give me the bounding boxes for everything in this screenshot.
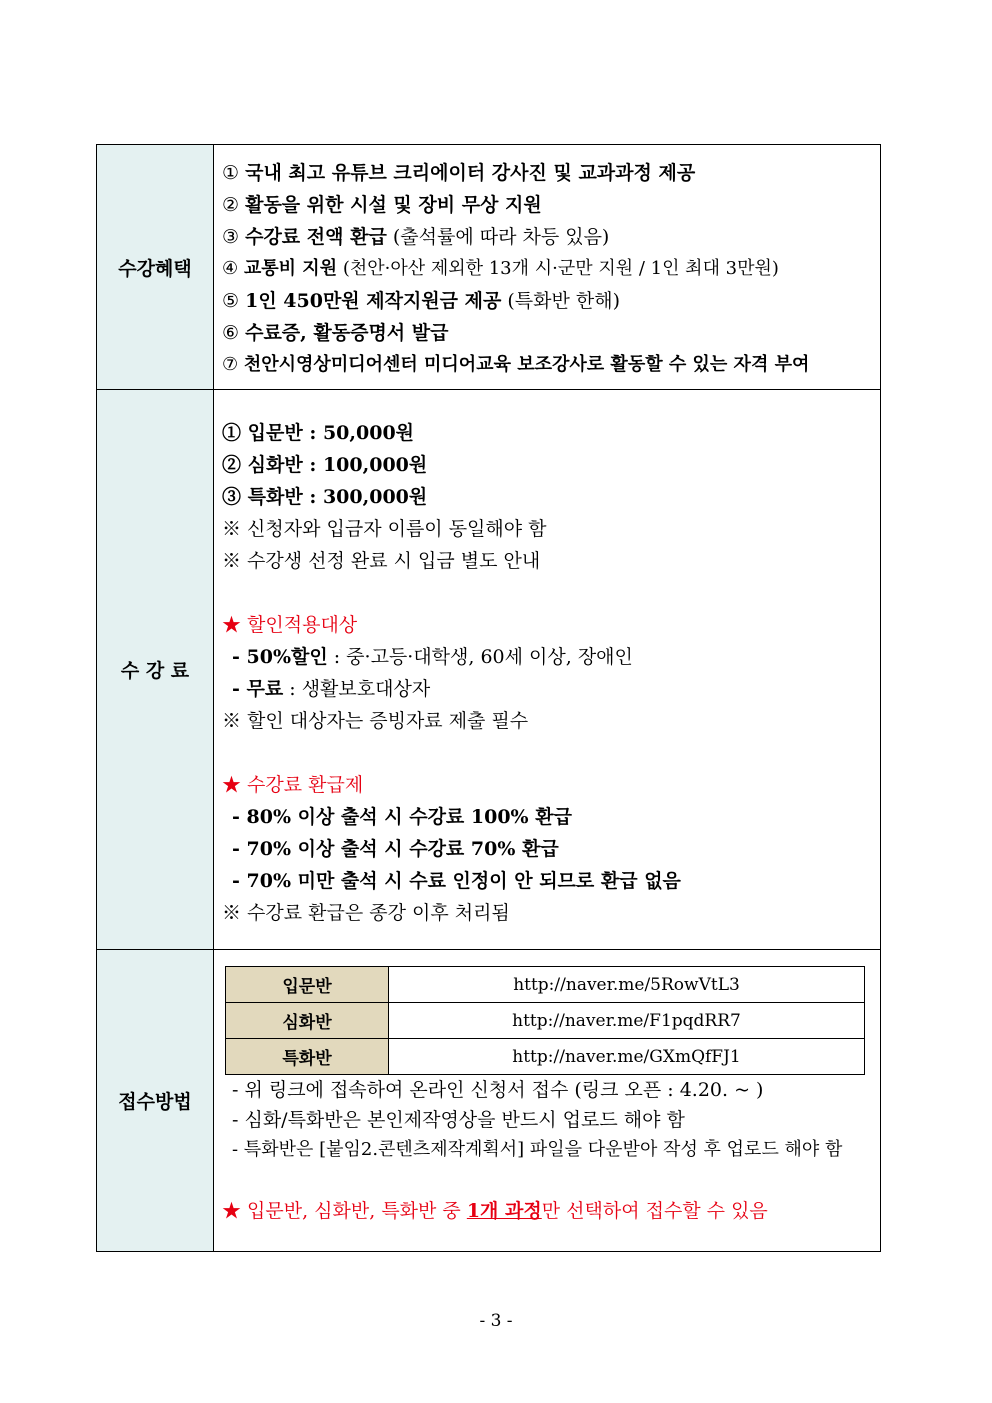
discount-item: - 무료 : 생활보호대상자	[232, 677, 431, 700]
benefit-item: ④ 교통비 지원 (천안·아산 제외한 13개 시·군만 지원 / 1인 최대 3만원)	[222, 257, 779, 279]
apply-instruction: - 특화반은 [붙임2.콘텐츠제작계획서] 파일을 다운받아 작성 후 업로드 해야 함	[232, 1139, 843, 1160]
benefit-item: ② 활동을 위한 시설 및 장비 무상 지원	[222, 193, 542, 216]
page-number: - 3 -	[479, 1311, 513, 1331]
fee-note: ※ 신청자와 입금자 이름이 동일해야 함	[222, 517, 547, 540]
refund-item: - 70% 이상 출석 시 수강료 70% 환급	[232, 837, 559, 860]
benefits-row	[97, 145, 881, 390]
link-table	[225, 966, 865, 1075]
refund-title: ★ 수강료 환급제	[222, 773, 364, 796]
apply-content	[214, 950, 881, 1252]
discount-item: - 50%할인 : 중·고등·대학생, 60세 이상, 장애인	[232, 645, 633, 668]
link-row	[226, 1039, 865, 1075]
apply-label: 접수방법	[97, 950, 214, 1252]
link-url[interactable]: http://naver.me/F1pqdRR7	[389, 1003, 865, 1039]
fee-note: ※ 수강생 선정 완료 시 입금 별도 안내	[222, 549, 541, 572]
apply-instruction: - 심화/특화반은 본인제작영상을 반드시 업로드 해야 함	[232, 1109, 685, 1131]
discount-title: ★ 할인적용대상	[222, 613, 358, 636]
fees-content	[214, 390, 881, 950]
fees-row	[97, 390, 881, 950]
apply-notice-emphasis: 1개 과정	[466, 1200, 542, 1222]
link-row	[226, 967, 865, 1003]
link-course-name: 입문반	[226, 967, 389, 1003]
benefits-label: 수강혜택	[97, 145, 214, 390]
apply-instruction: - 위 링크에 접속하여 온라인 신청서 접수 (링크 오픈 : 4.20. ~ )	[232, 1079, 764, 1101]
course-info-table	[96, 144, 881, 1252]
benefit-item: ⑤ 1인 450만원 제작지원금 제공 (특화반 한해)	[222, 289, 621, 312]
link-url[interactable]: http://naver.me/5RowVtL3	[389, 967, 865, 1003]
apply-notice: ★ 입문반, 심화반, 특화반 중 1개 과정만 선택하여 접수할 수 있음	[222, 1200, 768, 1222]
apply-row	[97, 950, 881, 1252]
link-course-name: 심화반	[226, 1003, 389, 1039]
fee-item: ① 입문반 : 50,000원	[222, 421, 415, 444]
benefit-item: ③ 수강료 전액 환급 (출석률에 따라 차등 있음)	[222, 225, 610, 248]
benefit-item: ① 국내 최고 유튜브 크리에이터 강사진 및 교과과정 제공	[222, 161, 696, 184]
link-row	[226, 1003, 865, 1039]
fees-label: 수 강 료	[97, 390, 214, 950]
refund-item: - 70% 미만 출석 시 수료 인정이 안 되므로 환급 없음	[232, 869, 681, 892]
link-course-name: 특화반	[226, 1039, 389, 1075]
fee-item: ② 심화반 : 100,000원	[222, 453, 428, 476]
benefit-item: ⑥ 수료증, 활동증명서 발급	[222, 321, 449, 344]
discount-note: ※ 할인 대상자는 증빙자료 제출 필수	[222, 709, 529, 732]
refund-item: - 80% 이상 출석 시 수강료 100% 환급	[232, 805, 572, 828]
benefit-item: ⑦ 천안시영상미디어센터 미디어교육 보조강사로 활동할 수 있는 자격 부여	[222, 353, 810, 375]
fee-item: ③ 특화반 : 300,000원	[222, 485, 428, 508]
benefits-content	[214, 145, 881, 390]
link-url[interactable]: http://naver.me/GXmQfFJ1	[389, 1039, 865, 1075]
refund-note: ※ 수강료 환급은 종강 이후 처리됨	[222, 901, 510, 924]
